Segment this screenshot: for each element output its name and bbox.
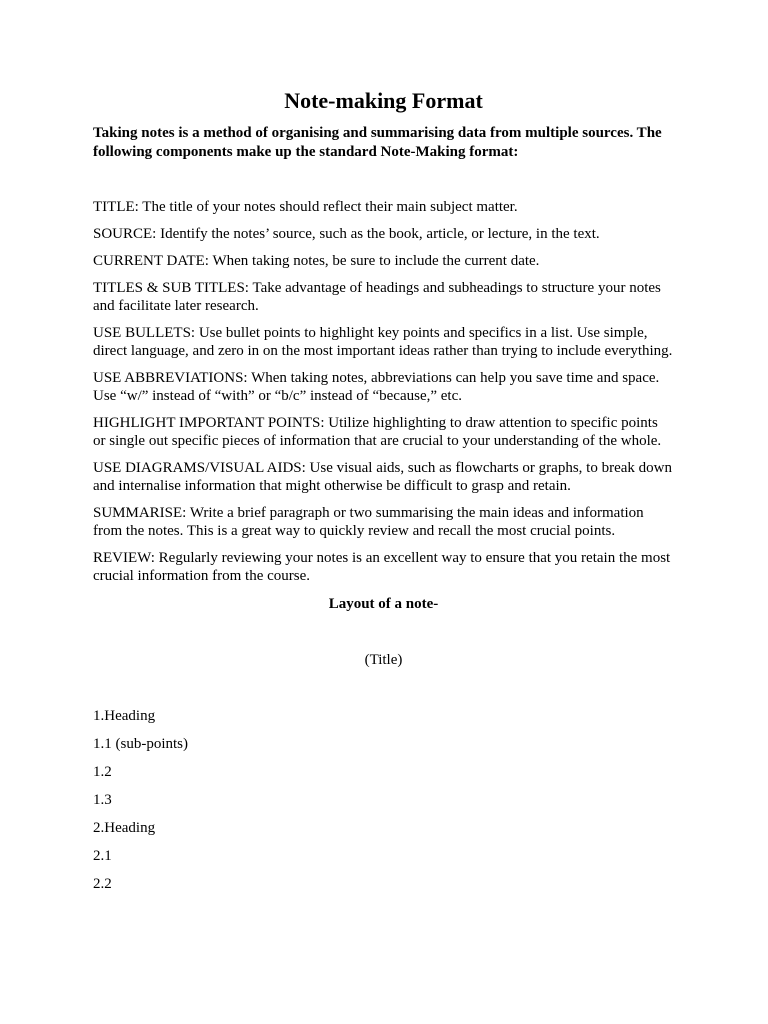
- outline-line: 2.1: [93, 848, 112, 864]
- component-use-abbreviations: USE ABBREVIATIONS: When taking notes, abbreviations can help you save time and space. Use “w/” instead of “with” or “b/c” instead of “because,” etc.: [93, 370, 660, 404]
- component-title: TITLE: The title of your notes should reflect their main subject matter.: [93, 199, 518, 215]
- intro-paragraph: Taking notes is a method of organising and summarising data from multiple sources. The following components make up the standard Note-Making format:: [93, 125, 662, 160]
- component-current-date: CURRENT DATE: When taking notes, be sure to include the current date.: [93, 253, 540, 269]
- component-use-bullets: USE BULLETS: Use bullet points to highlight key points and specifics in a list. Use simple, direct language, and zero in on the most important ideas rather than trying to include everything.: [93, 325, 673, 359]
- component-review: REVIEW: Regularly reviewing your notes is an excellent way to ensure that you retain the most crucial information from the course.: [93, 550, 671, 584]
- outline-line: 2.Heading: [93, 820, 156, 836]
- component-summarise: SUMMARISE: Write a brief paragraph or two summarising the main ideas and information from the notes. This is a great way to quickly review and recall the most crucial points.: [93, 505, 644, 539]
- format-components-list: [93, 198, 674, 585]
- component-diagrams-visual-aids: USE DIAGRAMS/VISUAL AIDS: Use visual aids, such as flowcharts or graphs, to break down and internalise information that might otherwise be difficult to grasp and retain.: [93, 460, 672, 494]
- outline-line: 1.3: [93, 792, 112, 808]
- layout-title-placeholder: (Title): [364, 652, 403, 668]
- component-titles-subtitles: TITLES & SUB TITLES: Take advantage of headings and subheadings to structure your notes and facilitate later research.: [93, 280, 661, 314]
- outline-line: 2.2: [93, 876, 112, 892]
- outline-line: 1.1 (sub-points): [93, 736, 188, 752]
- layout-outline: [93, 707, 674, 893]
- document-title: Note-making Format: [284, 88, 483, 113]
- outline-line: 1.2: [93, 764, 112, 780]
- outline-line: 1.Heading: [93, 708, 156, 724]
- component-source: SOURCE: Identify the notes’ source, such as the book, article, or lecture, in the text.: [93, 226, 600, 242]
- layout-heading: Layout of a note-: [328, 596, 439, 612]
- component-highlight-points: HIGHLIGHT IMPORTANT POINTS: Utilize highlighting to draw attention to specific points or single out specific pieces of information that are crucial to your understanding of the whole.: [93, 415, 662, 449]
